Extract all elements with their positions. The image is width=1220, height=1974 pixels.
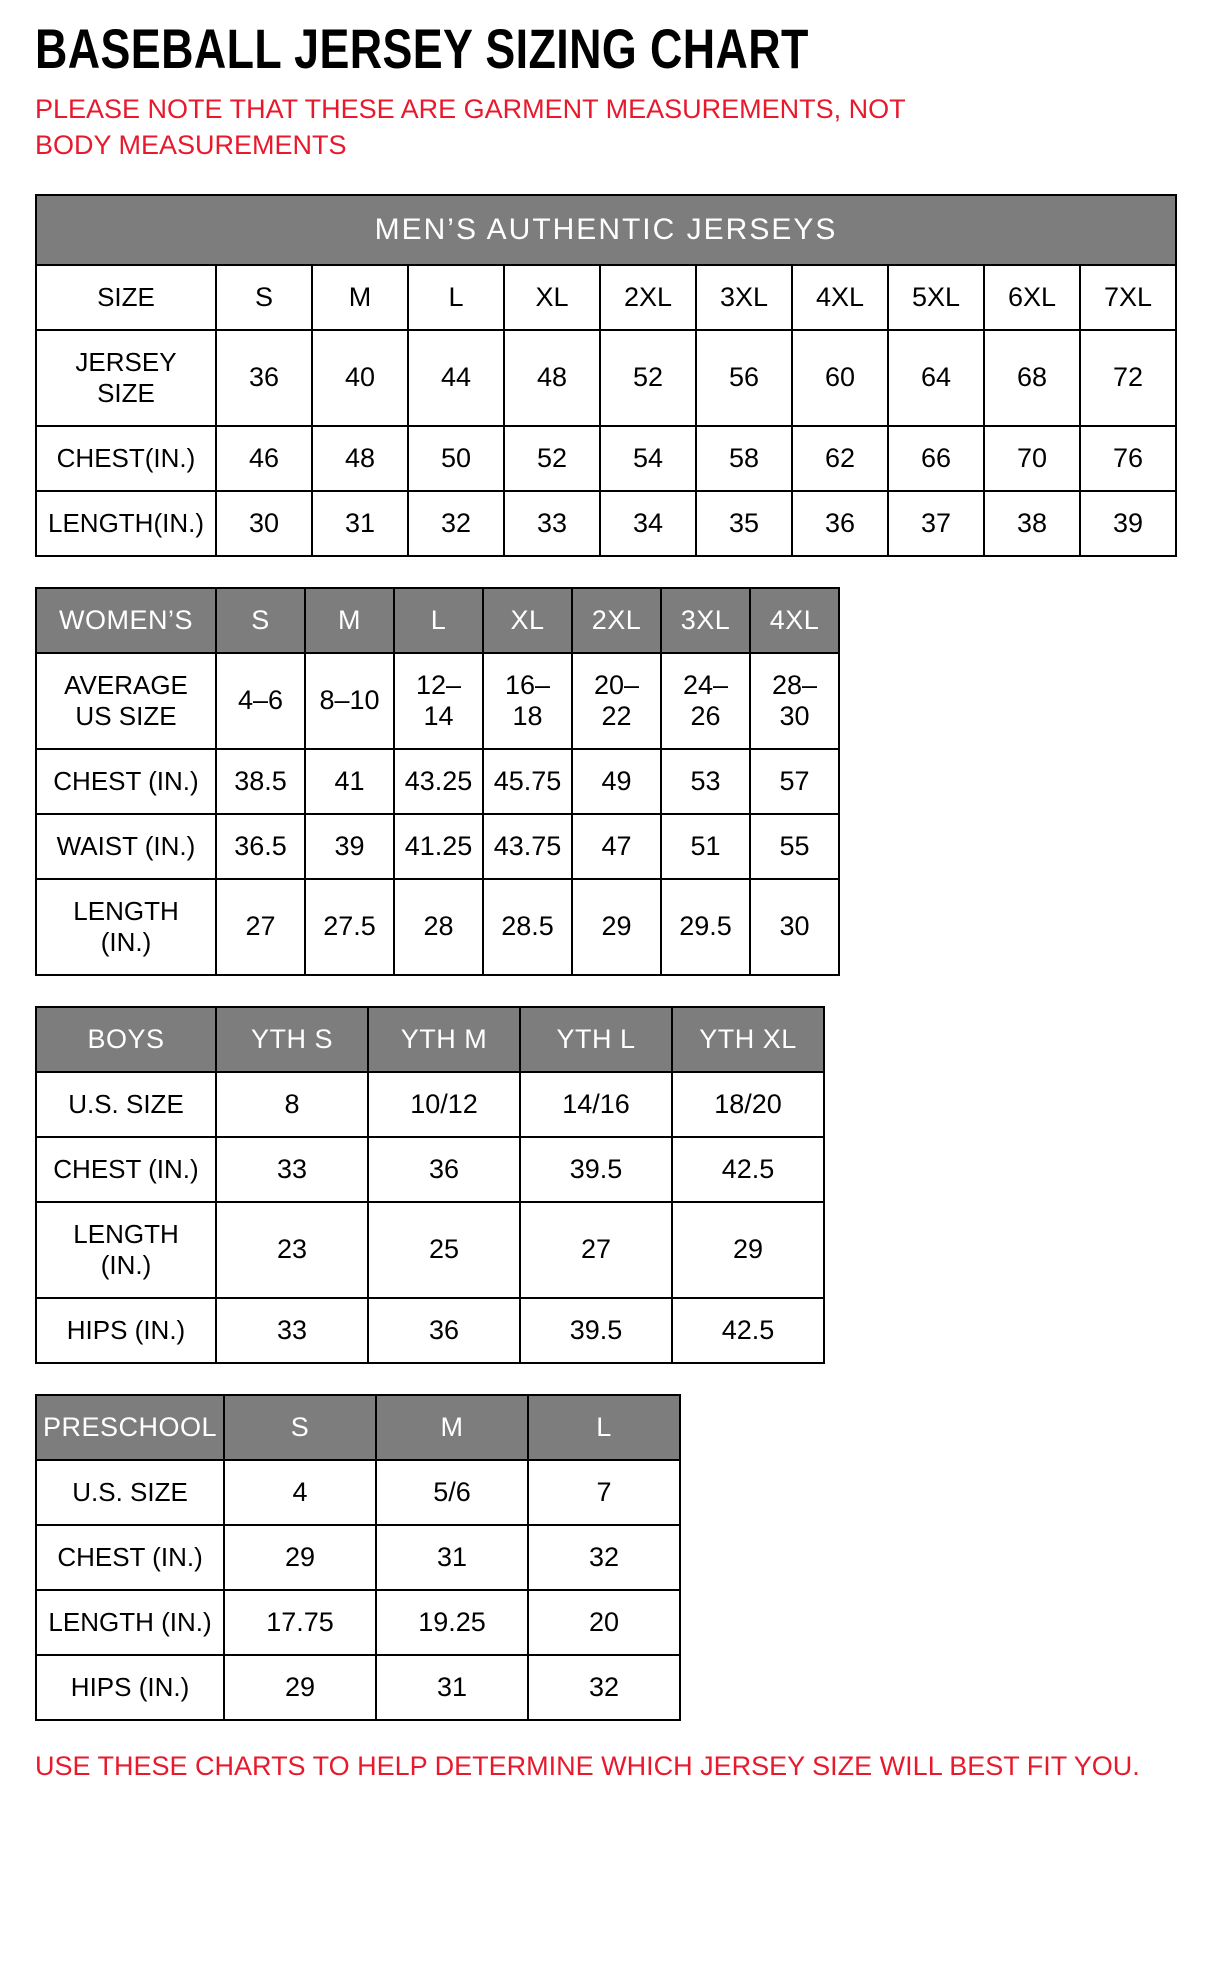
mens-cell: XL xyxy=(504,265,600,330)
boys-table-row xyxy=(36,1298,824,1363)
womens-cell: 29 xyxy=(572,879,661,975)
preschool-cell: 17.75 xyxy=(224,1590,376,1655)
mens-cell: 64 xyxy=(888,330,984,426)
boys-cell: 18/20 xyxy=(672,1072,824,1137)
preschool-row-label: HIPS (IN.) xyxy=(36,1655,224,1720)
mens-table-row xyxy=(36,426,1176,491)
womens-cell: 8–10 xyxy=(305,653,394,749)
preschool-cell: 4 xyxy=(224,1460,376,1525)
womens-cell: 28.5 xyxy=(483,879,572,975)
boys-cell: 42.5 xyxy=(672,1298,824,1363)
womens-column-header: XL xyxy=(483,588,572,653)
preschool-cell: 19.25 xyxy=(376,1590,528,1655)
preschool-column-header: S xyxy=(224,1395,376,1460)
boys-row-label: HIPS (IN.) xyxy=(36,1298,216,1363)
boys-cell: 25 xyxy=(368,1202,520,1298)
preschool-cell: 29 xyxy=(224,1525,376,1590)
preschool-cell: 7 xyxy=(528,1460,680,1525)
mens-row-label: CHEST(IN.) xyxy=(36,426,216,491)
womens-cell: 51 xyxy=(661,814,750,879)
boys-cell: 10/12 xyxy=(368,1072,520,1137)
mens-table-title: MEN’S AUTHENTIC JERSEYS xyxy=(36,195,1176,265)
womens-cell: 36.5 xyxy=(216,814,305,879)
mens-row-label: JERSEY SIZE xyxy=(36,330,216,426)
boys-cell: 33 xyxy=(216,1137,368,1202)
womens-column-header: 4XL xyxy=(750,588,839,653)
mens-cell: 56 xyxy=(696,330,792,426)
boys-row-label: CHEST (IN.) xyxy=(36,1137,216,1202)
womens-cell: 43.75 xyxy=(483,814,572,879)
mens-cell: 38 xyxy=(984,491,1080,556)
boys-row-label: LENGTH (IN.) xyxy=(36,1202,216,1298)
boys-column-header: YTH M xyxy=(368,1007,520,1072)
womens-cell: 39 xyxy=(305,814,394,879)
mens-cell: M xyxy=(312,265,408,330)
boys-cell: 36 xyxy=(368,1137,520,1202)
womens-column-header: 2XL xyxy=(572,588,661,653)
womens-table-row xyxy=(36,814,839,879)
womens-cell: 53 xyxy=(661,749,750,814)
womens-table-row xyxy=(36,653,839,749)
mens-row-label: LENGTH(IN.) xyxy=(36,491,216,556)
mens-cell: 32 xyxy=(408,491,504,556)
boys-column-header: YTH S xyxy=(216,1007,368,1072)
womens-cell: 27 xyxy=(216,879,305,975)
womens-cell: 24–26 xyxy=(661,653,750,749)
boys-table-row xyxy=(36,1072,824,1137)
mens-cell: 44 xyxy=(408,330,504,426)
womens-cell: 27.5 xyxy=(305,879,394,975)
mens-cell: 4XL xyxy=(792,265,888,330)
womens-cell: 28–30 xyxy=(750,653,839,749)
boys-cell: 29 xyxy=(672,1202,824,1298)
boys-cell: 27 xyxy=(520,1202,672,1298)
preschool-table-row xyxy=(36,1460,680,1525)
mens-cell: 37 xyxy=(888,491,984,556)
mens-cell: 54 xyxy=(600,426,696,491)
garment-measurement-note: PLEASE NOTE THAT THESE ARE GARMENT MEASUREMENTS, NOT BODY MEASUREMENTS xyxy=(35,93,906,161)
boys-cell: 33 xyxy=(216,1298,368,1363)
preschool-table-row xyxy=(36,1655,680,1720)
boys-cell: 23 xyxy=(216,1202,368,1298)
womens-cell: 38.5 xyxy=(216,749,305,814)
mens-row-label: SIZE xyxy=(36,265,216,330)
womens-cell: 45.75 xyxy=(483,749,572,814)
mens-cell: 50 xyxy=(408,426,504,491)
mens-cell: 39 xyxy=(1080,491,1176,556)
mens-cell: 33 xyxy=(504,491,600,556)
mens-cell: 35 xyxy=(696,491,792,556)
mens-cell: 30 xyxy=(216,491,312,556)
womens-column-header: L xyxy=(394,588,483,653)
womens-column-header: 3XL xyxy=(661,588,750,653)
preschool-row-label: U.S. SIZE xyxy=(36,1460,224,1525)
boys-cell: 39.5 xyxy=(520,1298,672,1363)
mens-cell: 40 xyxy=(312,330,408,426)
mens-cell: 3XL xyxy=(696,265,792,330)
mens-cell: 48 xyxy=(312,426,408,491)
womens-row-label: AVERAGE US SIZE xyxy=(36,653,216,749)
womens-cell: 20–22 xyxy=(572,653,661,749)
preschool-column-header: M xyxy=(376,1395,528,1460)
preschool-cell: 32 xyxy=(528,1525,680,1590)
mens-cell: 2XL xyxy=(600,265,696,330)
mens-table-row xyxy=(36,330,1176,426)
footer-note: USE THESE CHARTS TO HELP DETERMINE WHICH JERSEY SIZE WILL BEST FIT YOU. xyxy=(35,1750,1140,1781)
womens-cell: 43.25 xyxy=(394,749,483,814)
womens-row-label: WAIST (IN.) xyxy=(36,814,216,879)
mens-cell: 62 xyxy=(792,426,888,491)
womens-cell: 12–14 xyxy=(394,653,483,749)
womens-cell: 41 xyxy=(305,749,394,814)
mens-jerseys-table xyxy=(35,194,1177,557)
preschool-cell: 20 xyxy=(528,1590,680,1655)
mens-cell: 70 xyxy=(984,426,1080,491)
womens-cell: 55 xyxy=(750,814,839,879)
preschool-column-header: L xyxy=(528,1395,680,1460)
preschool-cell: 32 xyxy=(528,1655,680,1720)
womens-cell: 57 xyxy=(750,749,839,814)
mens-cell: 48 xyxy=(504,330,600,426)
mens-cell: 34 xyxy=(600,491,696,556)
preschool-cell: 5/6 xyxy=(376,1460,528,1525)
preschool-table-row xyxy=(36,1590,680,1655)
boys-jerseys-table xyxy=(35,1006,825,1364)
womens-jerseys-table xyxy=(35,587,840,976)
preschool-row-label: CHEST (IN.) xyxy=(36,1525,224,1590)
preschool-cell: 29 xyxy=(224,1655,376,1720)
mens-cell: 36 xyxy=(216,330,312,426)
womens-cell: 30 xyxy=(750,879,839,975)
womens-column-header: S xyxy=(216,588,305,653)
mens-cell: 72 xyxy=(1080,330,1176,426)
boys-column-header: YTH L xyxy=(520,1007,672,1072)
womens-row-label: CHEST (IN.) xyxy=(36,749,216,814)
boys-cell: 8 xyxy=(216,1072,368,1137)
boys-cell: 42.5 xyxy=(672,1137,824,1202)
womens-cell: 49 xyxy=(572,749,661,814)
boys-cell: 36 xyxy=(368,1298,520,1363)
womens-row-label: LENGTH (IN.) xyxy=(36,879,216,975)
preschool-table-row xyxy=(36,1525,680,1590)
womens-cell: 16–18 xyxy=(483,653,572,749)
mens-table-row xyxy=(36,491,1176,556)
womens-cell: 41.25 xyxy=(394,814,483,879)
mens-cell: 46 xyxy=(216,426,312,491)
mens-cell: 66 xyxy=(888,426,984,491)
mens-cell: 60 xyxy=(792,330,888,426)
mens-cell: 36 xyxy=(792,491,888,556)
preschool-header-label: PRESCHOOL xyxy=(36,1395,224,1460)
boys-cell: 14/16 xyxy=(520,1072,672,1137)
boys-table-row xyxy=(36,1202,824,1298)
womens-cell: 4–6 xyxy=(216,653,305,749)
preschool-jerseys-table xyxy=(35,1394,681,1721)
mens-cell: 52 xyxy=(504,426,600,491)
boys-row-label: U.S. SIZE xyxy=(36,1072,216,1137)
mens-cell: 7XL xyxy=(1080,265,1176,330)
mens-cell: 52 xyxy=(600,330,696,426)
boys-header-label: BOYS xyxy=(36,1007,216,1072)
mens-cell: 58 xyxy=(696,426,792,491)
mens-cell: S xyxy=(216,265,312,330)
boys-column-header: YTH XL xyxy=(672,1007,824,1072)
womens-header-label: WOMEN’S xyxy=(36,588,216,653)
womens-table-row xyxy=(36,879,839,975)
preschool-row-label: LENGTH (IN.) xyxy=(36,1590,224,1655)
womens-cell: 47 xyxy=(572,814,661,879)
mens-cell: L xyxy=(408,265,504,330)
mens-cell: 68 xyxy=(984,330,1080,426)
preschool-cell: 31 xyxy=(376,1525,528,1590)
page-title: BASEBALL JERSEY SIZING CHART xyxy=(35,17,809,80)
womens-cell: 29.5 xyxy=(661,879,750,975)
mens-cell: 76 xyxy=(1080,426,1176,491)
womens-column-header: M xyxy=(305,588,394,653)
boys-table-row xyxy=(36,1137,824,1202)
womens-table-row xyxy=(36,749,839,814)
womens-cell: 28 xyxy=(394,879,483,975)
mens-cell: 31 xyxy=(312,491,408,556)
mens-cell: 6XL xyxy=(984,265,1080,330)
boys-cell: 39.5 xyxy=(520,1137,672,1202)
mens-table-row xyxy=(36,265,1176,330)
preschool-cell: 31 xyxy=(376,1655,528,1720)
mens-cell: 5XL xyxy=(888,265,984,330)
